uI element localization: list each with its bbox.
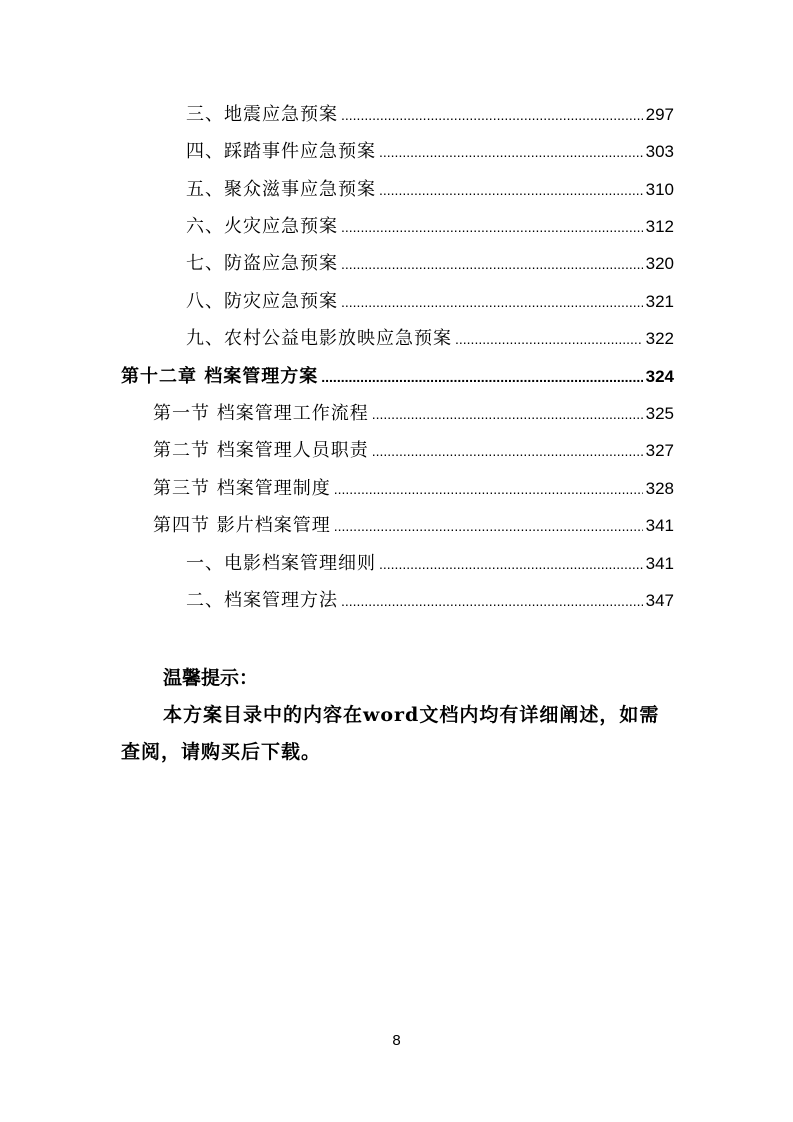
toc-dot-leader <box>341 593 643 609</box>
toc-entry-page: 312 <box>645 217 674 236</box>
toc-chapter-entry[interactable] <box>121 362 674 399</box>
toc-entry[interactable] <box>186 137 674 174</box>
toc-entry-page: 303 <box>645 142 674 161</box>
toc-entry-title: 四、踩踏事件应急预案 <box>186 141 376 162</box>
toc-dot-leader <box>455 331 643 347</box>
toc-dot-leader <box>341 256 643 272</box>
toc-entry-page: 324 <box>645 367 674 386</box>
toc-entry[interactable] <box>186 100 674 137</box>
toc-dot-leader <box>379 144 643 160</box>
toc-entry-page: 347 <box>645 591 674 610</box>
toc-entry[interactable] <box>153 399 674 436</box>
reminder-title: 温馨提示： <box>163 667 259 689</box>
toc-dot-leader <box>341 294 643 310</box>
toc-entry[interactable] <box>186 549 674 586</box>
toc-entry-title: 五、聚众滋事应急预案 <box>186 179 376 200</box>
toc-entry-page: 328 <box>645 479 674 498</box>
toc-entry-page: 341 <box>645 554 674 573</box>
toc-entry-title: 七、防盗应急预案 <box>186 253 338 274</box>
toc-dot-leader <box>372 443 643 459</box>
toc-entry-title: 第一节 档案管理工作流程 <box>153 403 369 424</box>
toc-entry-page: 321 <box>645 292 674 311</box>
toc-entry-title: 八、防灾应急预案 <box>186 291 338 312</box>
toc-entry-title: 第三节 档案管理制度 <box>153 478 331 499</box>
toc-entry-page: 310 <box>645 180 674 199</box>
toc-dot-leader <box>321 369 642 385</box>
toc-entry-page: 341 <box>645 516 674 535</box>
toc-entry[interactable] <box>186 324 674 361</box>
toc-dot-leader <box>334 481 643 497</box>
toc-entry-title: 三、地震应急预案 <box>186 104 338 125</box>
toc-entry-title: 一、电影档案管理细则 <box>186 553 376 574</box>
toc-dot-leader <box>379 556 643 572</box>
page-number: 8 <box>392 1032 401 1049</box>
toc-entry-page: 327 <box>645 441 674 460</box>
toc-dot-leader <box>372 406 643 422</box>
toc-entry[interactable] <box>153 511 674 548</box>
toc-entry[interactable] <box>186 586 674 623</box>
toc-entry-title: 六、火灾应急预案 <box>186 216 338 237</box>
toc-entry-page: 322 <box>645 329 674 348</box>
toc-entry-title: 第四节 影片档案管理 <box>153 515 331 536</box>
toc-entry[interactable] <box>186 175 674 212</box>
toc-entry-title: 九、农村公益电影放映应急预案 <box>186 328 452 349</box>
toc-entry-title: 二、档案管理方法 <box>186 590 338 611</box>
toc-entry-title: 第十二章 档案管理方案 <box>121 366 319 387</box>
reminder-body: 本方案目录中的内容在word文档内均有详细阐述，如需查阅，请购买后下载。 <box>121 704 660 763</box>
toc-entry-page: 297 <box>645 105 674 124</box>
toc-entry[interactable] <box>153 436 674 473</box>
toc-dot-leader <box>341 107 643 123</box>
toc-entry[interactable] <box>186 249 674 286</box>
reminder-note <box>121 660 676 771</box>
toc-dot-leader <box>334 518 643 534</box>
toc-entry[interactable] <box>153 474 674 511</box>
toc-entry-title: 第二节 档案管理人员职责 <box>153 440 369 461</box>
toc-entry[interactable] <box>186 287 674 324</box>
toc-entry[interactable] <box>186 212 674 249</box>
toc-dot-leader <box>379 182 643 198</box>
toc-dot-leader <box>341 219 643 235</box>
toc-entry-page: 320 <box>645 254 674 273</box>
toc-entry-page: 325 <box>645 404 674 423</box>
